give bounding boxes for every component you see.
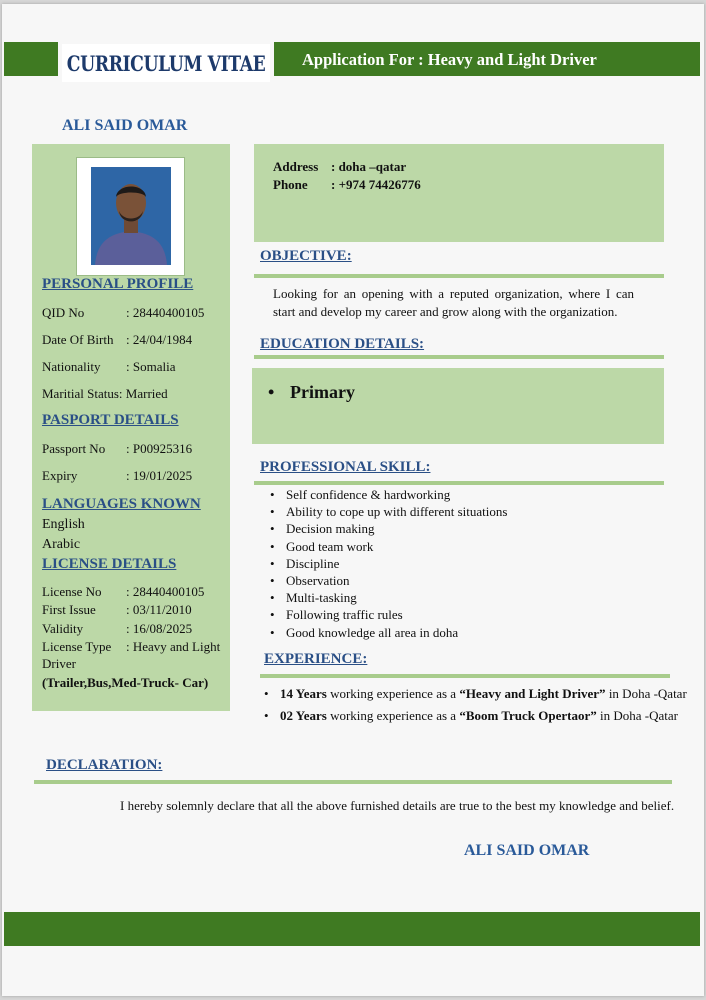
address-value: : doha –qatar	[331, 159, 407, 174]
experience-role: “Heavy and Light Driver”	[459, 686, 606, 701]
declaration-rule	[34, 780, 672, 784]
cv-page	[2, 4, 704, 996]
passport-label: Passport No	[42, 441, 106, 456]
license-value: : 03/11/2010	[126, 602, 192, 617]
candidate-name: ALI SAID OMAR	[62, 117, 188, 134]
experience-item	[258, 684, 687, 703]
experience-rule	[260, 674, 670, 678]
passport-row	[42, 441, 192, 457]
experience-years: 02 Years	[280, 708, 327, 723]
personal-profile-heading: PERSONAL PROFILE	[42, 276, 194, 292]
language-item: English	[42, 517, 85, 532]
license-value: : 16/08/2025	[126, 621, 193, 636]
address-row	[273, 159, 406, 175]
skill-item: • Self confidence & hardworking	[264, 486, 664, 503]
phone-label: Phone	[273, 177, 308, 192]
skill-item: • Good team work	[264, 538, 664, 555]
experience-tail: in Doha -Qatar	[605, 686, 687, 701]
education-item-label: Primary	[290, 382, 355, 402]
header-right-bar	[274, 42, 700, 76]
experience-item	[258, 706, 678, 725]
address-label: Address	[273, 159, 319, 174]
skill-item: • Discipline	[264, 555, 664, 572]
objective-heading: OBJECTIVE:	[260, 248, 352, 264]
experience-mid: working experience as a	[326, 686, 460, 701]
bullet-icon: •	[268, 382, 275, 402]
profile-row	[42, 305, 204, 321]
license-type-cont: Driver	[42, 656, 76, 671]
profile-row	[42, 332, 192, 348]
declaration-heading: DECLARATION:	[46, 757, 163, 773]
signature-name: ALI SAID OMAR	[464, 842, 590, 859]
skill-item: • Multi-tasking	[264, 589, 664, 606]
license-label: License No	[42, 584, 102, 599]
license-type-label: License Type	[42, 639, 112, 654]
education-box	[252, 368, 664, 444]
license-row	[42, 602, 192, 618]
experience-role: “Boom Truck Opertaor”	[459, 708, 597, 723]
profile-label: Date Of Birth	[42, 332, 114, 347]
license-value: : 28440400105	[126, 584, 205, 599]
license-label: First Issue	[42, 602, 96, 617]
license-row	[42, 584, 204, 600]
profile-row	[42, 359, 175, 375]
skills-heading: PROFESSIONAL SKILL:	[260, 459, 431, 475]
profile-photo	[91, 167, 171, 265]
skills-rule	[254, 481, 664, 485]
skill-item: • Good knowledge all area in doha	[264, 624, 664, 641]
education-heading: EDUCATION DETAILS:	[260, 336, 425, 352]
experience-years: 14 Years	[280, 686, 327, 701]
passport-value: : 19/01/2025	[126, 468, 193, 483]
title-box	[62, 44, 270, 82]
profile-row	[42, 386, 168, 402]
license-classes: (Trailer,Bus,Med-Truck- Car)	[42, 675, 209, 690]
footer-bar	[4, 912, 700, 946]
experience-tail: in Doha -Qatar	[596, 708, 678, 723]
license-row	[42, 621, 192, 637]
skill-item: • Following traffic rules	[264, 606, 664, 623]
experience-heading: EXPERIENCE:	[264, 651, 368, 667]
language-item: Arabic	[42, 537, 81, 552]
education-rule	[254, 355, 664, 359]
education-item	[268, 382, 355, 403]
profile-photo-frame	[76, 157, 185, 276]
profile-label: Maritial Status:	[42, 386, 123, 401]
experience-list	[258, 684, 687, 725]
profile-value: : 24/04/1984	[126, 332, 193, 347]
declaration-text: I hereby solemnly declare that all the above furnished details are true to the best my knowledge and belief.	[120, 798, 675, 813]
passport-value: : P00925316	[126, 441, 193, 456]
profile-value: : Somalia	[126, 359, 176, 374]
person-photo-icon	[91, 167, 171, 265]
cv-title: CURRICULUM VITAE	[66, 50, 266, 76]
profile-value: Married	[125, 386, 168, 401]
skill-item: • Ability to cope up with different situations	[264, 503, 664, 520]
objective-text: Looking for an opening with a reputed organization, where I can start and develop my career and grow along with the organization.	[273, 286, 634, 319]
application-for: Application For : Heavy and Light Driver	[302, 50, 597, 69]
passport-row	[42, 468, 192, 484]
license-label: Validity	[42, 621, 84, 636]
license-heading: LICENSE DETAILS	[42, 556, 177, 572]
license-type-row	[42, 639, 220, 655]
profile-label: Nationality	[42, 359, 101, 374]
header-left-bar	[4, 42, 58, 76]
experience-mid: working experience as a	[326, 708, 460, 723]
languages-heading: LANGUAGES KNOWN	[42, 496, 201, 512]
phone-value: : +974 74426776	[331, 177, 421, 192]
skill-item: • Observation	[264, 572, 664, 589]
license-type-value: : Heavy and Light	[126, 639, 221, 654]
skill-item: • Decision making	[264, 520, 664, 537]
passport-heading: PASPORT DETAILS	[42, 412, 179, 428]
profile-label: QID No	[42, 305, 85, 320]
phone-row	[273, 177, 421, 193]
objective-rule	[254, 274, 664, 278]
skills-list	[264, 486, 664, 641]
passport-label: Expiry	[42, 468, 78, 483]
profile-value: : 28440400105	[126, 305, 205, 320]
